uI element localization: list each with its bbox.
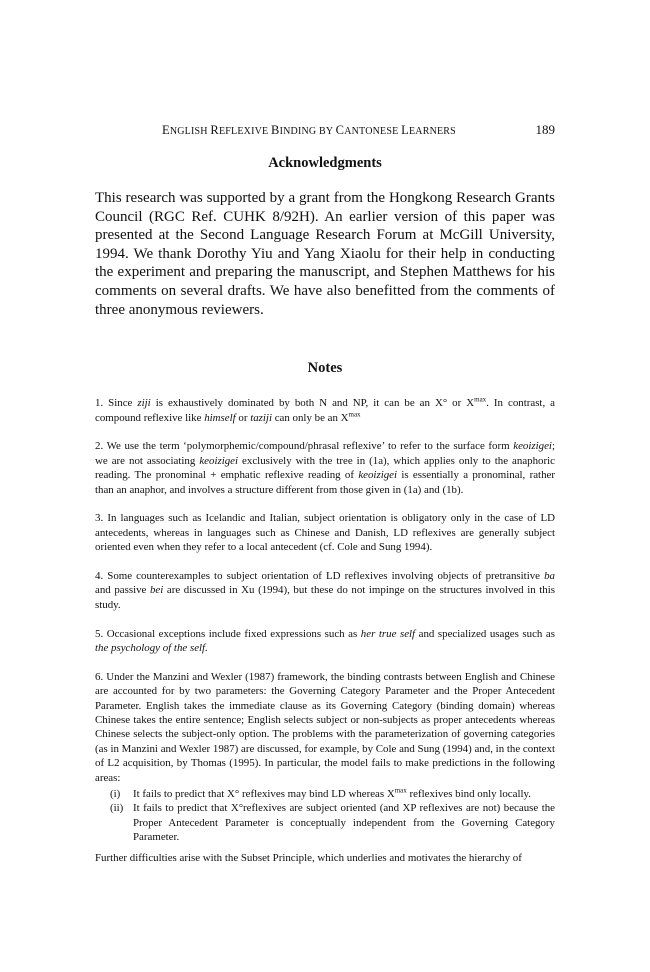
superscript: max	[394, 786, 407, 795]
running-header	[95, 121, 555, 139]
notes-section	[95, 396, 555, 865]
page-number: 189	[535, 122, 555, 137]
text-run: It fails to predict that X°reflexives are subject oriented (and XP reflexives are not) because the Proper Antecedent Parameter is conceptually independent from the Governing Category Parameter.	[133, 802, 555, 844]
text-run: 2. We use the term ‘polymorphemic/compound/phrasal reflexive’ to refer to the surface form	[95, 440, 514, 453]
text-run: are discussed in Xu (1994), but these do not impinge on the structures involved in this study.	[95, 584, 555, 611]
note-2	[95, 439, 555, 497]
italic-text: himself	[204, 411, 236, 424]
title-run: EARNERS	[408, 126, 456, 137]
note-5	[95, 627, 555, 656]
page-content	[95, 121, 555, 865]
superscript: max	[348, 409, 361, 418]
italic-text: her true self	[360, 627, 416, 640]
list-label: (ii)	[110, 802, 124, 815]
text-run: is exhaustively dominated by both N and NP, it can be an X° or X	[150, 397, 475, 410]
text-run: and passive	[95, 584, 150, 597]
text-run: and specialized usages such as	[415, 627, 555, 640]
note-4	[95, 569, 555, 612]
note-6-list	[95, 787, 555, 845]
title-run: L	[401, 123, 409, 137]
title-run: E	[162, 123, 170, 137]
note-1	[95, 396, 555, 425]
text-run: It fails to predict that X° reflexives may bind LD whereas X	[133, 788, 395, 801]
title-run: EFLEXIVE	[218, 126, 272, 137]
title-run: INDING BY	[279, 126, 336, 137]
text-run: ; we are not associating	[95, 440, 555, 467]
text-run: 5. Occasional exceptions include fixed expressions such as	[95, 627, 361, 640]
running-title	[162, 121, 456, 141]
note-3	[95, 511, 555, 554]
text-run: exclusively with the tree in (1a), which applies only to the anaphoric reading. The pronominal + emphatic reflexive reading of	[95, 454, 555, 482]
text-run: or	[235, 411, 251, 424]
text-run: 1. Since	[95, 397, 138, 410]
text-run: . In contrast, a compound reflexive like	[95, 397, 556, 424]
title-run: ANTONESE	[344, 126, 402, 137]
text-run: 6. Under the Manzini and Wexler (1987) framework, the binding contrasts between English and Chinese are accounted for by two parameters: the Governing Category Parameter and the Proper Antecedent Parameter. English takes the immediate clause as its Governing Category (binding domain) whereas Chinese takes the entire sentence; English selects subject or non-subjects as proper antecedents whereas Chinese selects the subject-only option. The problems with the parameterization of governing categories (as in Manzini and Wexler 1987) are discussed, for example, by Cole and Sung (1994) and, in the context of L2 acquisition, by Thomas (1995). In particular, the model fails to make predictions in the following areas:	[95, 670, 555, 784]
italic-text: ba	[544, 569, 555, 582]
notes-continuation: Further difficulties arise with the Subset Principle, which underlies and motivates the hierarchy of	[95, 851, 522, 864]
italic-text: keoizigei	[358, 469, 398, 482]
title-run: R	[210, 123, 219, 137]
italic-text: the psychology of the self.	[95, 642, 208, 654]
acknowledgments-heading: Acknowledgments	[268, 155, 382, 171]
notes-heading: Notes	[307, 360, 343, 377]
text-run: 3. In languages such as Icelandic and Italian, subject orientation is obligatory only in the case of LD antecedents, whereas in languages such as Chinese and Danish, LD reflexives are generally subject oriented even when they refer to a local antecedent (cf. Cole and Sung 1994).	[95, 512, 555, 554]
text-run: can only be an X	[271, 411, 349, 424]
superscript: max	[474, 395, 487, 404]
italic-text: ziji	[137, 397, 151, 410]
list-item	[95, 787, 555, 801]
text-run: is essentially a pronominal, rather than an anaphor, and involves a structure different from those given in (1a) and (1b).	[95, 469, 555, 496]
list-label: (i)	[110, 788, 121, 801]
note-items	[95, 396, 555, 785]
title-run: NGLISH	[169, 126, 211, 137]
italic-text: keoizigei	[199, 454, 239, 467]
title-run: B	[271, 123, 280, 137]
text-run: reflexives bind only locally.	[406, 788, 531, 801]
italic-text: taziji	[250, 411, 272, 424]
italic-text: bei	[149, 584, 164, 597]
italic-text: keoizigei	[513, 440, 552, 453]
list-item	[95, 801, 555, 844]
acknowledgments-text: This research was supported by a grant from the Hongkong Research Grants Council (RGC Ref. CUHK 8/92H). An earlier version of this paper was presented at the Second Language Research Forum at McGill University, 1994. We thank Dorothy Yiu and Yang Xiaolu for their help in conducting the experiment and preparing the manuscript, and Stephen Matthews for his comments on several drafts. We have also benefitted from the comments of three anonymous reviewers.	[95, 190, 555, 318]
note-6	[95, 670, 555, 785]
text-run: 4. Some counterexamples to subject orientation of LD reflexives involving objects of pretransitive	[95, 569, 545, 582]
title-run: C	[335, 123, 345, 137]
